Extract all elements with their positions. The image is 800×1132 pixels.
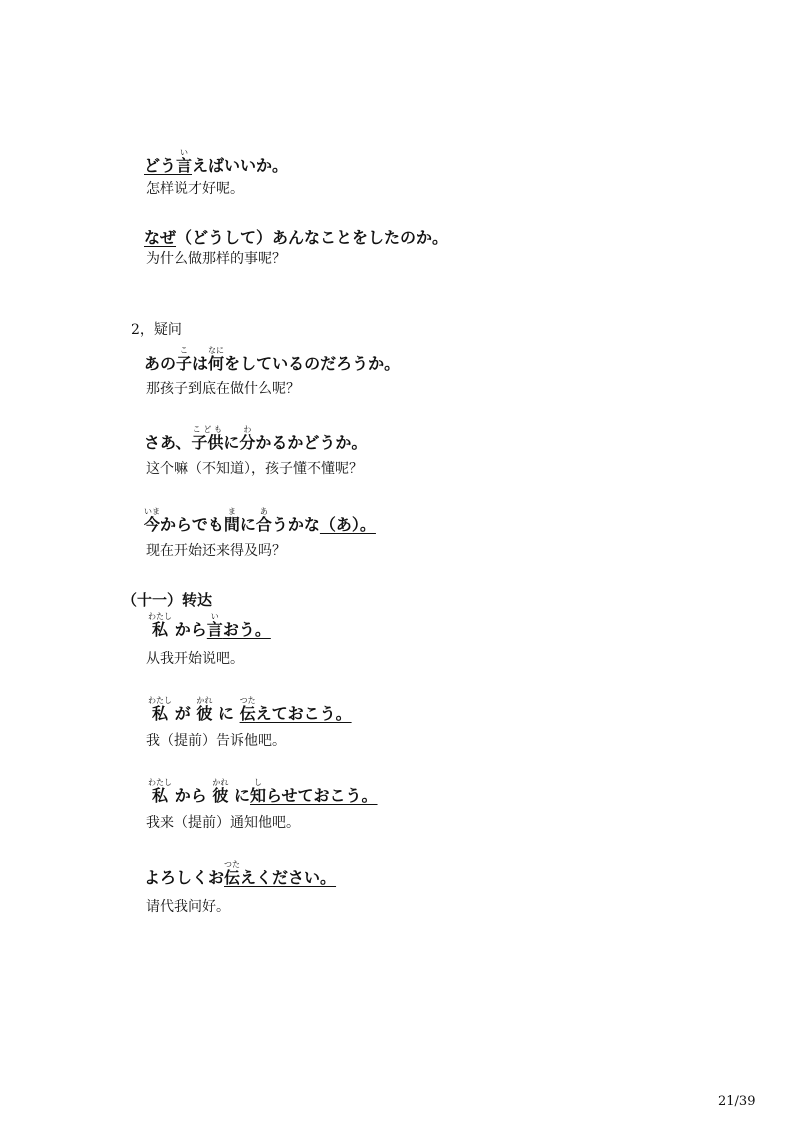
s9-text-a: よろしくお: [144, 868, 225, 887]
s4-kanji-d: 分: [239, 433, 256, 452]
sentence-5-japanese: [144, 507, 376, 535]
s6-furigana-a: わたし: [148, 612, 172, 621]
s1-furigana-b: い: [176, 148, 193, 157]
s4-text-c: に: [223, 433, 240, 452]
sentence-3-japanese: [144, 346, 400, 374]
s8-kanji-e: 知: [249, 786, 266, 805]
s7-kanji-a: 私: [148, 704, 172, 723]
s7-furigana-c: かれ: [196, 696, 213, 705]
s5-text-b: からでも: [160, 515, 224, 534]
s5-text-g: （あ）。: [319, 515, 376, 534]
s7-furigana-e: つた: [239, 696, 256, 705]
s8-furigana-a: わたし: [148, 778, 172, 787]
s3-text-a: あの: [144, 354, 177, 373]
s3-kanji-b: 子: [176, 354, 193, 373]
s6-kanji-c: 言: [206, 620, 223, 639]
s8-text-d: に: [233, 786, 250, 805]
s5-furigana-e: あ: [255, 507, 272, 516]
sentence-8-japanese: [148, 778, 378, 806]
s5-kanji-e: 合: [255, 515, 272, 534]
s7-text-b: が: [174, 704, 191, 723]
sentence-9-japanese: [144, 860, 336, 888]
heading-transfer: （十一）转达: [122, 591, 213, 609]
sentence-2-chinese: 为什么做那样的事呢？: [146, 251, 286, 267]
sentence-4-chinese: 这个嘛（不知道），孩子懂不懂呢？: [146, 461, 363, 477]
s9-text-c: えください。: [240, 868, 337, 887]
s4-text-e: かるかどうか。: [255, 433, 368, 452]
s8-kanji-a: 私: [148, 786, 172, 805]
s6-furigana-c: い: [206, 612, 223, 621]
s7-text-d: に: [217, 704, 234, 723]
s7-kanji-c: 彼: [196, 704, 213, 723]
s6-text-b: から: [174, 620, 207, 639]
sentence-6-chinese: 从我开始说吧。: [146, 651, 244, 667]
s8-text-f: らせておこう。: [266, 786, 378, 805]
s1-text-a: どう: [144, 156, 177, 175]
s8-kanji-c: 彼: [212, 786, 229, 805]
sentence-3-chinese: 那孩子到底在做什么呢？: [146, 381, 300, 397]
s3-text-e: をしているのだろうか。: [224, 354, 401, 373]
s2-text-b: （どうして）あんなことをしたのか。: [176, 228, 449, 247]
s8-furigana-e: し: [249, 778, 266, 787]
sentence-8-chinese: 我来（提前）通知他吧。: [146, 815, 300, 831]
s3-furigana-b: こ: [176, 346, 193, 355]
s5-text-f: うかな: [271, 515, 320, 534]
heading-question: 2，疑问: [131, 322, 182, 338]
s6-text-d: おう。: [222, 620, 271, 639]
s4-kanji-b: 子供: [191, 433, 224, 452]
sentence-7-chinese: 我（提前）告诉他吧。: [146, 733, 286, 749]
s9-furigana-b: つた: [224, 860, 241, 869]
s7-text-f: えておこう。: [255, 704, 352, 723]
s3-kanji-d: 何: [208, 354, 225, 373]
sentence-4-japanese: [144, 425, 367, 453]
s3-furigana-d: なに: [208, 346, 225, 355]
s8-furigana-c: かれ: [212, 778, 229, 787]
sentence-9-chinese: 请代我问好。: [146, 899, 230, 915]
s7-furigana-a: わたし: [148, 696, 172, 705]
s4-text-a: さあ、: [144, 433, 192, 452]
s4-furigana-d: わ: [239, 425, 256, 434]
sentence-7-japanese: [148, 696, 352, 724]
s1-text-c: えばいいか。: [192, 156, 289, 175]
sentence-1-chinese: 怎样说才好呢。: [146, 181, 244, 197]
sentence-2-japanese: [144, 228, 448, 248]
s3-text-c: は: [192, 354, 209, 373]
s7-kanji-e: 伝: [239, 704, 256, 723]
s9-kanji-b: 伝: [224, 868, 241, 887]
sentence-5-chinese: 现在开始还来得及吗？: [146, 543, 286, 559]
s5-furigana-c: ま: [223, 507, 240, 516]
s6-kanji-a: 私: [148, 620, 172, 639]
s1-kanji-b: 言: [176, 156, 193, 175]
sentence-1-japanese: [144, 148, 288, 176]
s8-text-b: から: [174, 786, 207, 805]
s5-kanji-a: 今: [144, 515, 161, 534]
s5-text-d: に: [239, 515, 256, 534]
s5-furigana-a: いま: [144, 507, 161, 516]
s4-furigana-b: こども: [191, 425, 224, 434]
s5-kanji-c: 間: [223, 515, 240, 534]
sentence-6-japanese: [148, 612, 271, 640]
s2-text-a: なぜ: [144, 228, 177, 247]
page-number: 21/39: [718, 1094, 756, 1109]
